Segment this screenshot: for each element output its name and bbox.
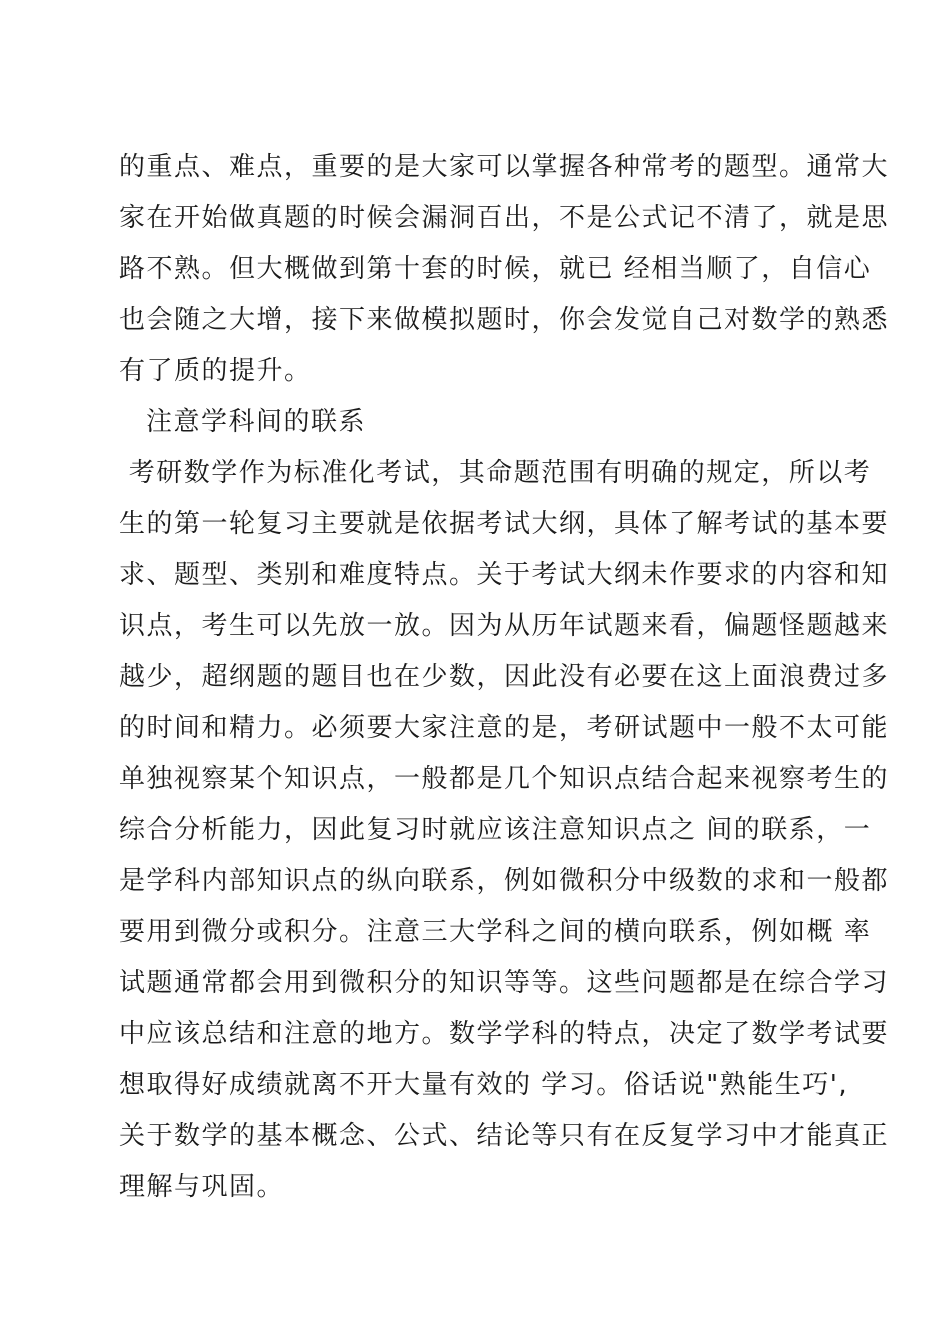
paragraph-line: 考研数学作为标准化考试，其命题范围有明确的规定，所以考 — [119, 458, 872, 488]
paragraph-line: 是学科内部知识点的纵向联系，例如微积分中级数的求和一般都 — [119, 866, 890, 896]
paragraph-line: 路不熟。但大概做到第十套的时候，就已 经相当顺了，自信心 — [119, 254, 872, 284]
paragraph-line: 单独视察某个知识点，一般都是几个知识点结合起来视察考生的 — [119, 764, 890, 794]
paragraph-line: 也会随之大增，接下来做模拟题时，你会发觉自己对数学的熟悉 — [119, 305, 890, 335]
paragraph-line: 中应该总结和注意的地方。数学学科的特点，决定了数学考试要 — [119, 1019, 890, 1049]
paragraph-line: 想取得好成绩就离不开大量有效的 学习。俗话说"熟能生巧', — [119, 1070, 849, 1100]
section-heading: 注意学科间的联系 — [146, 407, 367, 437]
paragraph-line: 理解与巩固。 — [119, 1172, 285, 1202]
paragraph-line: 生的第一轮复习主要就是依据考试大纲，具体了解考试的基本要 — [119, 509, 890, 539]
paragraph-line: 家在开始做真题的时候会漏洞百出，不是公式记不清了，就是思 — [119, 203, 890, 233]
paragraph-line: 求、题型、类别和难度特点。关于考试大纲未作要求的内容和知 — [119, 560, 890, 590]
paragraph-line: 识点，考生可以先放一放。因为从历年试题来看，偏题怪题越来 — [119, 611, 890, 641]
paragraph-line: 试题通常都会用到微积分的知识等等。这些问题都是在综合学习 — [119, 968, 890, 998]
paragraph-line: 要用到微分或积分。注意三大学科之间的横向联系，例如概 率 — [119, 917, 872, 947]
paragraph-line: 的时间和精力。必须要大家注意的是，考研试题中一般不太可能 — [119, 713, 890, 743]
paragraph-line: 综合分析能力，因此复习时就应该注意知识点之 间的联系，一 — [119, 815, 872, 845]
paragraph-line: 关于数学的基本概念、公式、结论等只有在反复学习中才能真正 — [119, 1121, 890, 1151]
paragraph-line: 越少，超纲题的题目也在少数，因此没有必要在这上面浪费过多 — [119, 662, 890, 692]
paragraph-line: 的重点、难点，重要的是大家可以掌握各种常考的题型。通常大 — [119, 152, 890, 182]
paragraph-line: 有了质的提升。 — [119, 356, 312, 386]
